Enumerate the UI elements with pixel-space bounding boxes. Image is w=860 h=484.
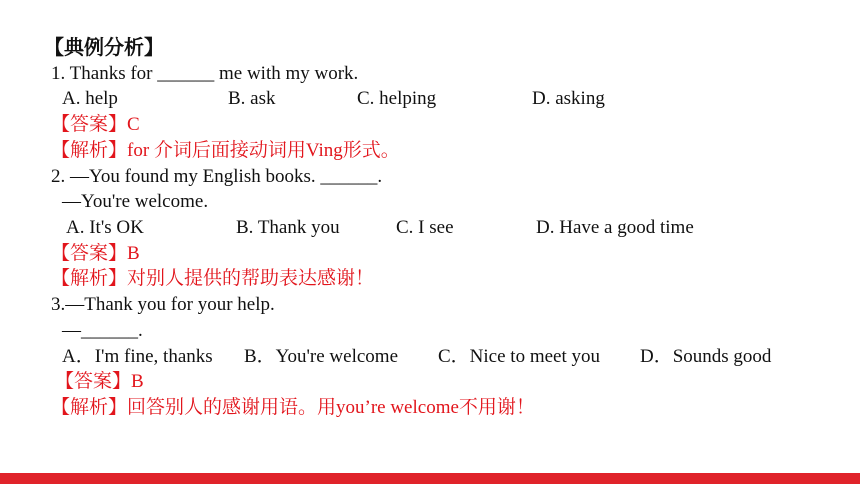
q1-answer: 【答案】C xyxy=(51,114,140,135)
q3-option-d: D．Sounds good xyxy=(640,346,772,367)
q1-options xyxy=(0,87,860,111)
q1-stem: 1. Thanks for ______ me with my work. xyxy=(51,63,359,84)
q1-option-a: A. help xyxy=(62,88,118,109)
q2-option-b: B. Thank you xyxy=(236,217,340,238)
q2-options xyxy=(0,216,860,240)
heading: 【典例分析】 xyxy=(44,37,164,59)
q2-analysis: 【解析】对别人提供的帮助表达感谢！ xyxy=(51,268,375,289)
q2-option-d: D. Have a good time xyxy=(536,217,694,238)
q3-analysis: 【解析】回答别人的感谢用语。用you’re welcome不用谢！ xyxy=(51,397,535,418)
q2-option-a: A. It's OK xyxy=(66,217,144,238)
q1-option-b: B. ask xyxy=(228,88,276,109)
q3-option-a: A．I'm fine, thanks xyxy=(62,346,213,367)
q3-options xyxy=(0,345,860,369)
q2-reply: —You're welcome. xyxy=(62,191,209,212)
q3-answer: 【答案】B xyxy=(55,371,144,392)
bottom-accent-bar xyxy=(0,473,860,484)
q2-answer: 【答案】B xyxy=(51,243,140,264)
q2-stem: 2. —You found my English books. ______. xyxy=(51,166,383,187)
q3-option-c: C．Nice to meet you xyxy=(438,346,600,367)
q1-option-d: D. asking xyxy=(532,88,605,109)
q3-stem: 3.—Thank you for your help. xyxy=(51,294,275,315)
q3-reply: —______. xyxy=(62,320,143,341)
q3-option-b: B．You're welcome xyxy=(244,346,399,367)
q2-option-c: C. I see xyxy=(396,217,454,238)
q1-option-c: C. helping xyxy=(357,88,437,109)
q1-analysis: 【解析】for 介词后面接动词用Ving形式。 xyxy=(51,140,400,161)
